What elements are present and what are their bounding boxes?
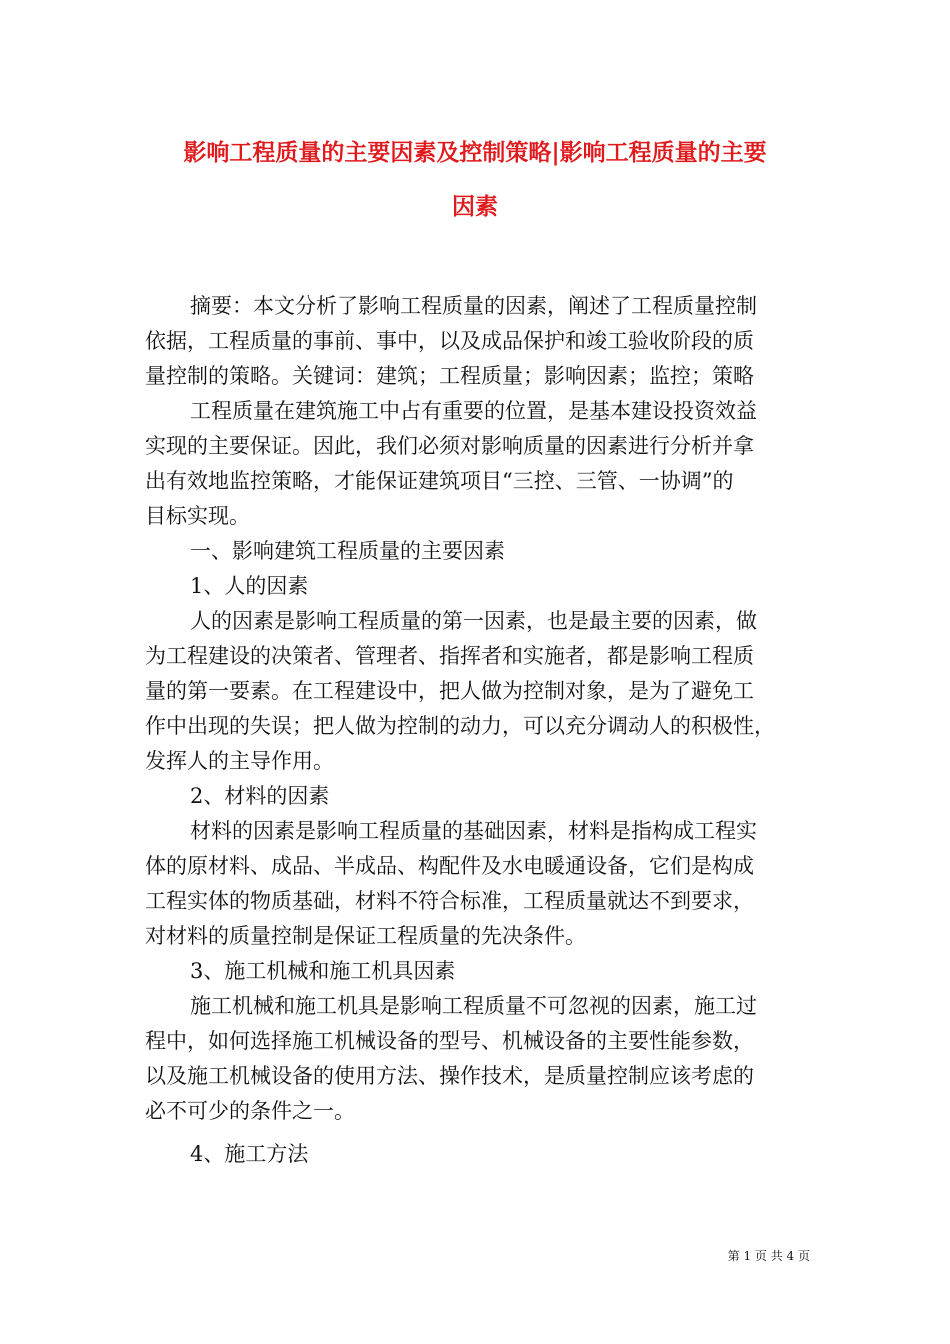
text-line: 必不可少的条件之一。 xyxy=(145,1099,355,1123)
subsection-heading: 2、材料的因素 xyxy=(190,784,330,808)
page-number: 第 1 页 共 4 页 xyxy=(727,1249,810,1263)
text-line: 工程实体的物质基础，材料不符合标准，工程质量就达不到要求， xyxy=(145,889,754,913)
text-line: 摘要：本文分析了影响工程质量的因素，阐述了工程质量控制 xyxy=(190,294,757,318)
subsection-heading: 3、施工机械和施工机具因素 xyxy=(190,959,456,983)
text-line: 材料的因素是影响工程质量的基础因素，材料是指构成工程实 xyxy=(190,819,757,843)
page-title-line-2: 因素 xyxy=(452,193,498,220)
text-line: 发挥人的主导作用。 xyxy=(145,749,334,773)
text-line: 人的因素是影响工程质量的第一因素，也是最主要的因素，做 xyxy=(190,609,757,633)
text-line: 以及施工机械设备的使用方法、操作技术，是质量控制应该考虑的 xyxy=(145,1064,754,1088)
text-line: 量控制的策略。关键词：建筑；工程质量；影响因素；监控；策略 xyxy=(145,364,754,388)
section-heading: 一、影响建筑工程质量的主要因素 xyxy=(190,539,505,563)
page-title-line-1: 影响工程质量的主要因素及控制策略|影响工程质量的主要 xyxy=(183,139,767,166)
text-line: 体的原材料、成品、半成品、构配件及水电暖通设备，它们是构成 xyxy=(145,854,754,878)
text-line: 为工程建设的决策者、管理者、指挥者和实施者，都是影响工程质 xyxy=(145,644,754,668)
subsection-heading: 1、人的因素 xyxy=(190,574,309,598)
text-line: 量的第一要素。在工程建设中，把人做为控制对象，是为了避免工 xyxy=(145,679,754,703)
text-line: 依据，工程质量的事前、事中，以及成品保护和竣工验收阶段的质 xyxy=(145,329,754,353)
text-line: 目标实现。 xyxy=(145,504,250,528)
text-line: 作中出现的失误；把人做为控制的动力，可以充分调动人的积极性， xyxy=(145,714,775,738)
text-line: 出有效地监控策略，才能保证建筑项目“三控、三管、一协调”的 xyxy=(145,469,734,493)
text-line: 施工机械和施工机具是影响工程质量不可忽视的因素，施工过 xyxy=(190,994,757,1018)
subsection-heading: 4、施工方法 xyxy=(190,1142,309,1166)
text-line: 对材料的质量控制是保证工程质量的先决条件。 xyxy=(145,924,586,948)
text-line: 工程质量在建筑施工中占有重要的位置，是基本建设投资效益 xyxy=(190,399,757,423)
text-line: 程中，如何选择施工机械设备的型号、机械设备的主要性能参数， xyxy=(145,1029,754,1053)
text-line: 实现的主要保证。因此，我们必须对影响质量的因素进行分析并拿 xyxy=(145,434,754,458)
